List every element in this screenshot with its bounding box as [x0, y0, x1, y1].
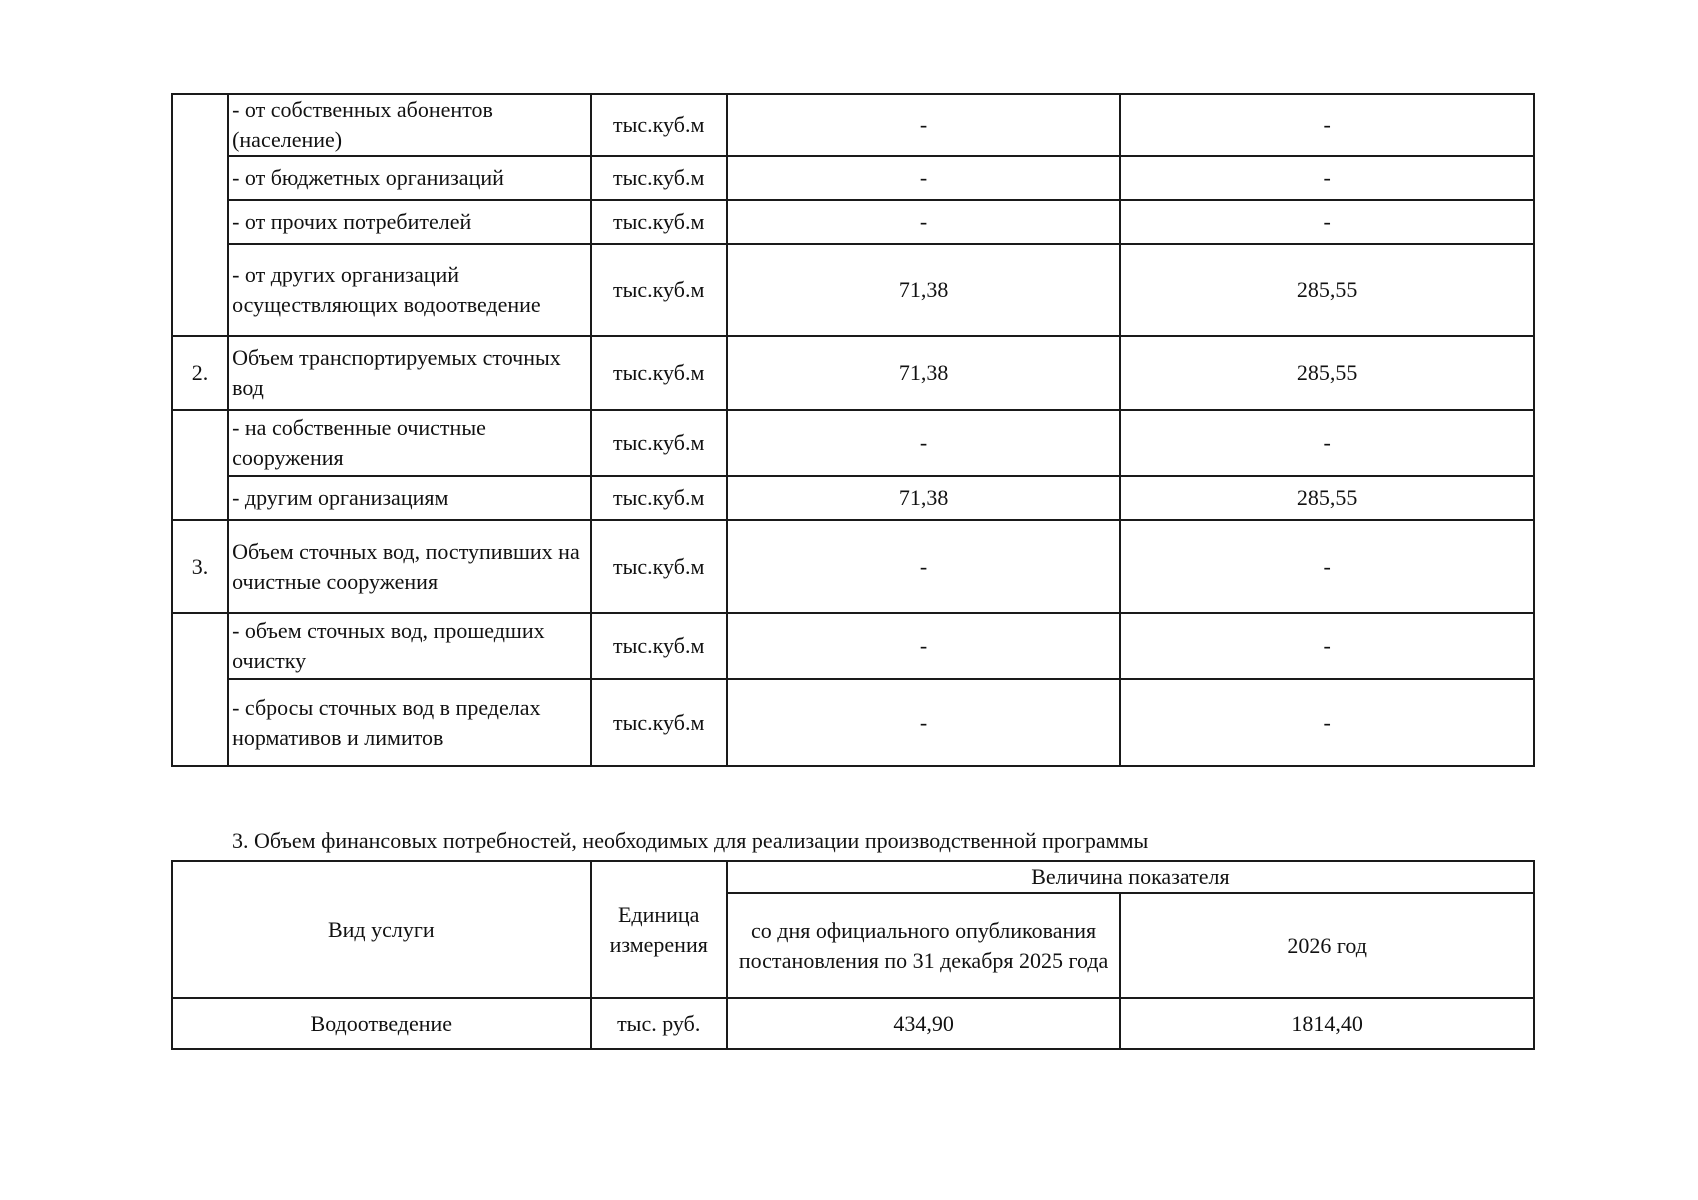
value-period1: - [727, 613, 1121, 679]
value-period2: - [1120, 94, 1534, 156]
value-period1: - [727, 679, 1121, 766]
header-value-group: Величина показателя [727, 861, 1534, 893]
production-volumes-table [171, 93, 1535, 767]
unit-cell: тыс.куб.м [591, 94, 727, 156]
header-period2: 2026 год [1120, 893, 1534, 998]
value-period2: 285,55 [1120, 244, 1534, 336]
table-row [172, 336, 1534, 410]
value-period2: - [1120, 613, 1534, 679]
section-heading: 3. Объем финансовых потребностей, необходимых для реализации производственной программы [232, 828, 1149, 853]
unit-cell: тыс.куб.м [591, 336, 727, 410]
value-period1: - [727, 200, 1121, 244]
indicator-name: - от других организаций осуществляющих водоотведение [228, 244, 591, 336]
value-period1: - [727, 520, 1121, 613]
value-period2: - [1120, 520, 1534, 613]
value-period1: 434,90 [727, 998, 1121, 1049]
row-number-cell [172, 94, 228, 336]
header-service: Вид услуги [172, 861, 591, 998]
value-period1: 71,38 [727, 336, 1121, 410]
table-row [172, 613, 1534, 679]
value-period2: 285,55 [1120, 336, 1534, 410]
unit-cell: тыс.куб.м [591, 156, 727, 200]
indicator-name: - другим организациям [228, 476, 591, 520]
row-number-cell: 2. [172, 336, 228, 410]
indicator-name: Объем транспортируемых сточных вод [228, 336, 591, 410]
value-period2: 285,55 [1120, 476, 1534, 520]
unit-cell: тыс.куб.м [591, 520, 727, 613]
unit-cell: тыс.куб.м [591, 200, 727, 244]
row-number-cell [172, 613, 228, 766]
value-period2: - [1120, 200, 1534, 244]
table-row [172, 679, 1534, 766]
value-period1: - [727, 94, 1121, 156]
row-number-cell: 3. [172, 520, 228, 613]
unit-cell: тыс.куб.м [591, 476, 727, 520]
indicator-name: - от прочих потребителей [228, 200, 591, 244]
indicator-name: - сбросы сточных вод в пределах нормативов и лимитов [228, 679, 591, 766]
financial-needs-table [171, 860, 1535, 1050]
value-period2: 1814,40 [1120, 998, 1534, 1049]
header-period1: со дня официального опубликования постановления по 31 декабря 2025 года [727, 893, 1121, 998]
value-period1: - [727, 410, 1121, 476]
indicator-name: - объем сточных вод, прошедших очистку [228, 613, 591, 679]
table-row [172, 156, 1534, 200]
table-row [172, 94, 1534, 156]
unit-cell: тыс. руб. [591, 998, 727, 1049]
table-row [172, 410, 1534, 476]
unit-cell: тыс.куб.м [591, 679, 727, 766]
table-row [172, 244, 1534, 336]
unit-cell: тыс.куб.м [591, 244, 727, 336]
table-row [172, 476, 1534, 520]
indicator-name: - от собственных абонентов (население) [228, 94, 591, 156]
table-row [172, 200, 1534, 244]
value-period2: - [1120, 679, 1534, 766]
value-period1: 71,38 [727, 476, 1121, 520]
indicator-name: Объем сточных вод, поступивших на очистные сооружения [228, 520, 591, 613]
value-period1: 71,38 [727, 244, 1121, 336]
unit-cell: тыс.куб.м [591, 410, 727, 476]
header-row [172, 861, 1534, 893]
value-period1: - [727, 156, 1121, 200]
table-row [172, 998, 1534, 1049]
service-name: Водоотведение [172, 998, 591, 1049]
unit-cell: тыс.куб.м [591, 613, 727, 679]
value-period2: - [1120, 410, 1534, 476]
table-row [172, 520, 1534, 613]
row-number-cell [172, 410, 228, 520]
indicator-name: - на собственные очистные сооружения [228, 410, 591, 476]
value-period2: - [1120, 156, 1534, 200]
header-unit: Единица измерения [591, 861, 727, 998]
indicator-name: - от бюджетных организаций [228, 156, 591, 200]
